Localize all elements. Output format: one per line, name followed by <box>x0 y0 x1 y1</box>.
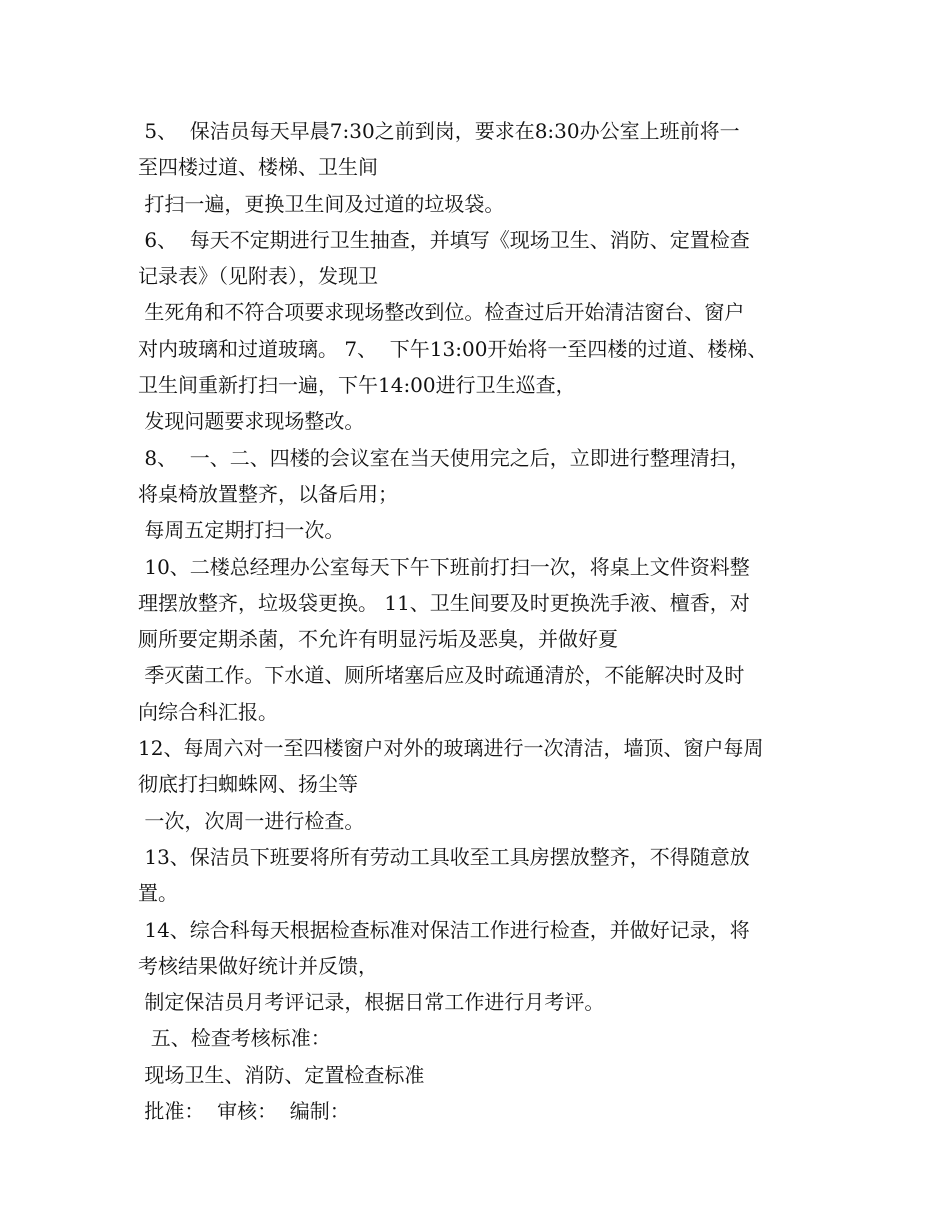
text-line: 10、二楼总经理办公室每天下午下班前打扫一次，将桌上文件资料整 <box>138 554 750 579</box>
text-line: 对内玻璃和过道玻璃。 7、 下午13:00开始将一至四楼的过道、楼梯、 <box>138 336 768 361</box>
text-line: 厕所要定期杀菌，不允许有明显污垢及恶臭，并做好夏 <box>138 627 618 652</box>
text-line: 考核结果做好统计并反馈， <box>138 953 378 978</box>
text-line: 8、 一、二、四楼的会议室在当天使用完之后，立即进行整理清扫， <box>138 445 750 470</box>
text-line: 5、 保洁员每天早晨7:30之前到岗，要求在8:30办公室上班前将一 <box>138 119 740 143</box>
document-body <box>138 113 828 1129</box>
text-line: 每周五定期打扫一次。 <box>138 518 345 543</box>
text-line: 季灭菌工作。下水道、厕所堵塞后应及时疏通清於，不能解决时及时 <box>138 663 745 688</box>
text-line: 记录表》（见附表），发现卫 <box>138 264 378 289</box>
signature-line: 批准： 审核： 编制： <box>138 1099 350 1124</box>
text-line: 制定保洁员月考评记录，根据日常工作进行月考评。 <box>138 990 605 1015</box>
text-line: 发现问题要求现场整改。 <box>138 409 365 434</box>
text-line: 将桌椅放置整齐，以备后用； <box>138 481 398 506</box>
text-line: 打扫一遍，更换卫生间及过道的垃圾袋。 <box>138 191 505 216</box>
text-line: 至四楼过道、楼梯、卫生间 <box>138 155 378 180</box>
text-line: 生死角和不符合项要求现场整改到位。检查过后开始清洁窗台、窗户 <box>138 300 745 325</box>
text-line: 14、综合科每天根据检查标准对保洁工作进行检查，并做好记录，将 <box>138 917 750 942</box>
text-line: 13、保洁员下班要将所有劳动工具收至工具房摆放整齐，不得随意放 <box>138 844 750 869</box>
text-line: 理摆放整齐，垃圾袋更换。 11、卫生间要及时更换洗手液、檀香，对 <box>138 590 750 615</box>
text-line: 一次，次周一进行检查。 <box>138 808 365 833</box>
section-heading: 五、检查考核标准： <box>138 1026 331 1051</box>
text-line: 彻底打扫蜘蛛网、扬尘等 <box>138 772 358 797</box>
text-line: 6、 每天不定期进行卫生抽查，并填写《现场卫生、消防、定置检查 <box>138 227 750 252</box>
text-line: 12、每周六对一至四楼窗户对外的玻璃进行一次清洁，墙顶、窗户每周 <box>138 736 764 761</box>
text-line: 向综合科汇报。 <box>138 699 278 724</box>
text-line: 卫生间重新打扫一遍，下午14:00进行卫生巡查， <box>138 373 576 398</box>
text-line: 置。 <box>138 881 178 906</box>
text-line: 现场卫生、消防、定置检查标准 <box>138 1062 425 1087</box>
